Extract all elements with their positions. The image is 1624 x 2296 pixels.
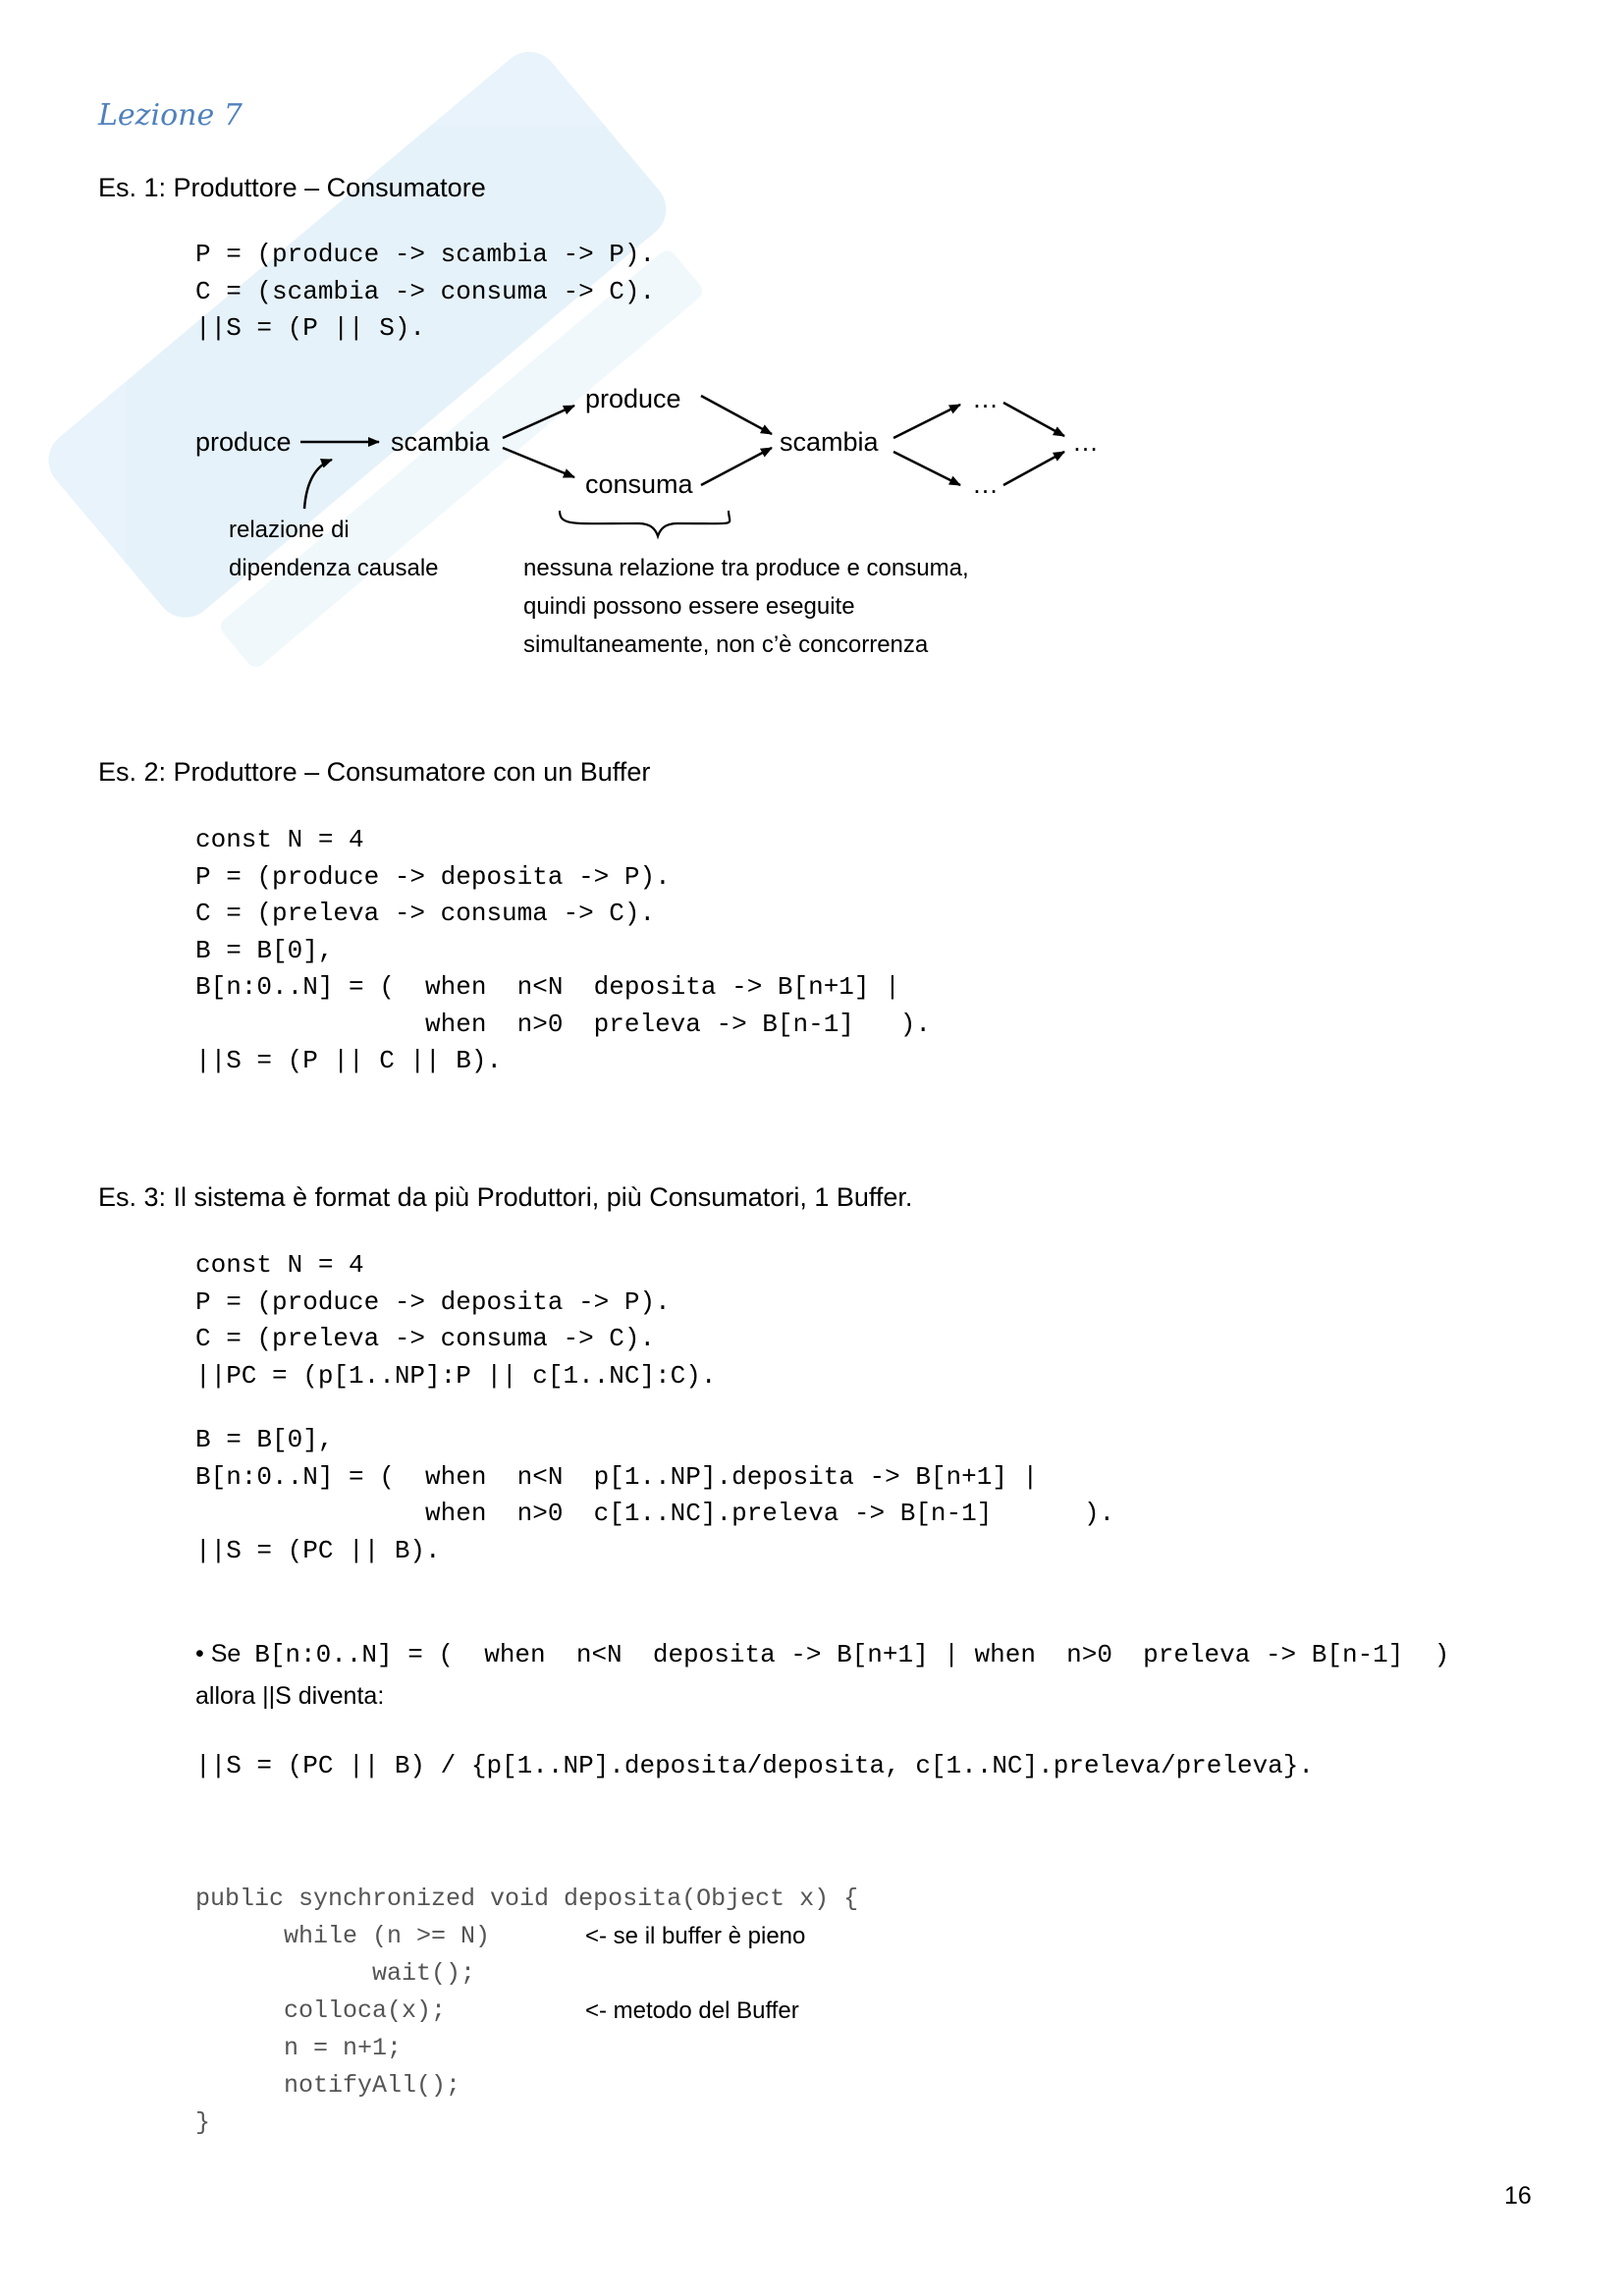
note-right-line-2: quindi possono essere eseguite bbox=[523, 593, 855, 620]
java-line bbox=[195, 1881, 858, 1918]
java-code-text: colloca(x); bbox=[195, 1996, 447, 2025]
arrow-scambia-consuma bbox=[503, 448, 574, 477]
lesson-heading: Lezione 7 bbox=[98, 98, 243, 133]
exercise-3-code-a bbox=[195, 1247, 717, 1394]
java-line bbox=[195, 2030, 858, 2067]
node-produce-left: produce bbox=[195, 427, 292, 457]
code-line: ||S = (PC || B) / {p[1..NP].deposita/deposita, c[1..NC].preleva/preleva}. bbox=[195, 1751, 1314, 1780]
code-line: when n>0 c[1..NC].preleva -> B[n-1] ). bbox=[195, 1499, 1115, 1528]
exercise-2-title: Es. 2: Produttore – Consumatore con un Buffer bbox=[98, 757, 651, 787]
java-line bbox=[195, 1955, 858, 1993]
arrow-scambia-dots-bottom bbox=[893, 452, 960, 485]
code-line: when n>0 preleva -> B[n-1] ). bbox=[195, 1009, 931, 1039]
arrow-consuma-scambia-2 bbox=[701, 448, 772, 485]
java-code-text: n = n+1; bbox=[195, 2034, 403, 2062]
exercise-1-title: Es. 1: Produttore – Consumatore bbox=[98, 173, 486, 202]
code-line: C = (preleva -> consuma -> C). bbox=[195, 899, 656, 928]
code-line: ||S = (P || C || B). bbox=[195, 1046, 503, 1075]
java-line bbox=[195, 1918, 858, 1955]
java-code-text: notifyAll(); bbox=[195, 2071, 461, 2100]
code-line: P = (produce -> deposita -> P). bbox=[195, 861, 671, 892]
note-right-line-3: simultaneamente, non c’è concorrenza bbox=[523, 631, 929, 658]
bullet-line bbox=[195, 1640, 1449, 1669]
node-dots-bottom: … bbox=[972, 469, 999, 499]
code-line: const N = 4 bbox=[195, 1250, 364, 1280]
bullet-marker: • Se bbox=[195, 1640, 242, 1667]
code-line: B[n:0..N] = ( when n<N deposita -> B[n+1] | bbox=[195, 972, 900, 1002]
code-line: B = B[0], bbox=[195, 935, 334, 965]
java-code-text: wait(); bbox=[195, 1959, 476, 1988]
note-right-line-1: nessuna relazione tra produce e consuma, bbox=[523, 555, 969, 581]
code-line: C = (preleva -> consuma -> C). bbox=[195, 1324, 656, 1353]
note-left-line-2: dipendenza causale bbox=[229, 555, 439, 581]
node-produce-top: produce bbox=[585, 384, 681, 413]
code-line: B = B[0], bbox=[195, 1425, 334, 1454]
bullet-code: B[n:0..N] = ( when n<N deposita -> B[n+1] | when n>0 preleva -> B[n-1] ) bbox=[254, 1640, 1450, 1669]
bullet-result-code bbox=[195, 1748, 1314, 1785]
node-scambia-1: scambia bbox=[391, 427, 490, 457]
code-line: C = (scambia -> consuma -> C). bbox=[195, 276, 656, 306]
exercise-3-code-b bbox=[195, 1422, 1114, 1569]
java-comment: <- metodo del Buffer bbox=[585, 1997, 799, 2024]
code-line: ||PC = (p[1..NP]:P || c[1..NC]:C). bbox=[195, 1360, 717, 1391]
arrow-scambia-produce bbox=[503, 406, 574, 438]
arrow-scambia-dots-top bbox=[893, 405, 960, 438]
code-line: ||S = (P || S). bbox=[195, 313, 426, 343]
node-scambia-2: scambia bbox=[780, 427, 879, 457]
node-consuma-bottom: consuma bbox=[585, 469, 693, 499]
page-number: 16 bbox=[1504, 2182, 1532, 2210]
arrow-dots-top-right bbox=[1003, 403, 1064, 436]
arrow-dots-bottom-right bbox=[1003, 452, 1064, 485]
java-line bbox=[195, 2105, 858, 2142]
code-line: P = (produce -> scambia -> P). bbox=[195, 240, 656, 269]
exercise-2-code bbox=[195, 822, 931, 1080]
java-comment: <- se il buffer è pieno bbox=[585, 1923, 806, 1949]
bullet-then: allora ||S diventa: bbox=[195, 1682, 385, 1710]
node-dots-top: … bbox=[972, 384, 999, 413]
java-code-text: } bbox=[195, 2108, 211, 2137]
code-line: const N = 4 bbox=[195, 825, 364, 854]
code-line: P = (produce -> deposita -> P). bbox=[195, 1286, 671, 1317]
causal-pointer-arrow bbox=[304, 460, 332, 509]
arrow-produce-scambia-2 bbox=[701, 396, 772, 434]
java-line bbox=[195, 2067, 858, 2105]
java-code bbox=[195, 1881, 858, 2142]
code-line: B[n:0..N] = ( when n<N p[1..NP].deposita -> B[n+1] | bbox=[195, 1461, 1039, 1492]
code-line: ||S = (PC || B). bbox=[195, 1535, 441, 1565]
brace bbox=[560, 511, 730, 536]
note-left-line-1: relazione di bbox=[229, 517, 350, 543]
java-code-text: while (n >= N) bbox=[195, 1922, 491, 1950]
java-code-text: public synchronized void deposita(Object x) { bbox=[195, 1885, 859, 1913]
exercise-3-title: Es. 3: Il sistema è format da più Produttori, più Consumatori, 1 Buffer. bbox=[98, 1182, 913, 1212]
java-line bbox=[195, 1993, 858, 2030]
node-dots-right: … bbox=[1072, 427, 1099, 457]
causal-diagram bbox=[0, 0, 1624, 707]
